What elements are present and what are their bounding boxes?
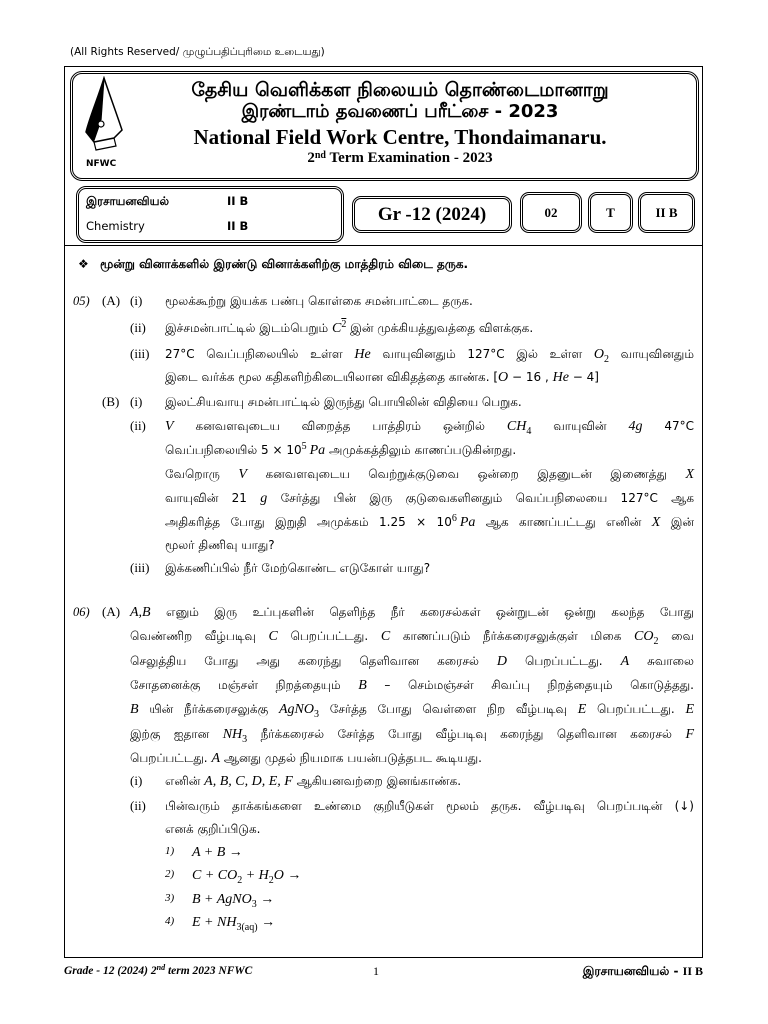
subscript: 2 — [653, 635, 659, 647]
rights-notice: (All Rights Reserved/ முழுப்பதிப்புரிமை உடையது) — [70, 46, 325, 58]
math-symbol: CO — [634, 629, 654, 644]
question-number: 05) — [73, 294, 90, 308]
text-run: சேர்த்து பின் இரு குடுவைகளினதும் வெப்பநிலையை 127°C ஆக — [267, 491, 695, 505]
text-run: வெப்பநிலையில் 5 × 10 — [165, 443, 302, 457]
subpart-label: (ii) — [130, 320, 146, 335]
math-symbol: C — [268, 629, 278, 644]
subpart-label: (i) — [130, 394, 143, 409]
question-text — [165, 558, 694, 578]
question-line — [0, 416, 768, 436]
math-symbol: C — [380, 629, 391, 644]
math-symbol: 4g — [628, 419, 643, 434]
part-label: (A) — [102, 604, 121, 619]
text-run: காணப்படும் நீர்க்கரைசலுக்குள் மிகை — [390, 629, 635, 643]
question-text — [165, 367, 694, 388]
equation-line — [0, 911, 768, 931]
text-run: [ — [493, 370, 499, 384]
question-text — [165, 440, 694, 461]
text-run: இக்கணிப்பில் நீர் மேற்கொண்ட எடுகோள் யாது? — [165, 561, 431, 575]
math-symbol: B — [130, 702, 139, 717]
footer-ordinal-suffix: nd — [156, 963, 166, 973]
question-text — [165, 535, 694, 555]
math-symbol: V — [165, 419, 174, 434]
text-run: பின்வரும் தாக்கங்களை உண்மை குறியீடுகள் மூலம் தருக. வீழ்படிவு பெறப்படின் (↓) — [165, 799, 694, 813]
math-symbol: C + CO — [192, 868, 238, 883]
question-line — [0, 651, 768, 671]
question-line — [0, 675, 768, 695]
text-run: மூலக்கூற்று இயக்க பண்பு கொள்கை சமன்பாட்டை தருக. — [165, 294, 473, 308]
math-symbol: A,B — [130, 605, 151, 620]
text-run: இன் — [660, 515, 695, 529]
question-line — [0, 626, 768, 646]
part-label: (A) — [102, 293, 121, 308]
question-line — [0, 796, 768, 816]
subpart-label: (i) — [130, 293, 143, 308]
exam-title-tamil: இரண்டாம் தவணைப் பரீட்சை - 2023 — [241, 101, 559, 122]
equation-number: 3) — [165, 892, 175, 904]
question-text — [130, 626, 694, 647]
question-line — [0, 699, 768, 719]
math-symbol: A — [211, 751, 220, 766]
math-symbol: B — [358, 678, 367, 693]
math-symbol: O → — [273, 868, 302, 883]
nib-hole — [98, 121, 104, 127]
text-run: இன் முக்கியத்துவத்தை விளக்குக. — [346, 321, 534, 335]
text-run: வெண்ணிற வீழ்படிவு — [130, 629, 269, 643]
equation — [192, 911, 275, 933]
subject-name-english: Chemistry — [86, 219, 145, 233]
text-run: 27°C வெப்பநிலையில் உள்ள — [165, 347, 355, 361]
question-line — [0, 819, 768, 839]
logo-label: NFWC — [86, 159, 117, 169]
subpart-label: (ii) — [130, 798, 146, 813]
question-line — [0, 771, 768, 791]
math-symbol: O — [593, 347, 604, 362]
subscript: 2 — [268, 874, 274, 886]
exam-title-english — [120, 148, 680, 168]
text-run: பெறப்பட்டது. — [277, 629, 381, 643]
text-run: நீர்க்கரைசல் சேர்த்த போது வீழ்படிவு கரைந்து தெளிவான கரைசல் — [247, 727, 686, 741]
text-run: கனவளவுடைய விறைத்த பாத்திரம் ஒன்றில் — [173, 419, 507, 433]
text-run: சுவாலை — [629, 654, 694, 668]
subscript: 2 — [603, 353, 609, 365]
math-symbol: E — [577, 702, 587, 717]
question-text — [165, 819, 694, 839]
text-run: ஆக காணப்பட்டது எனின் — [475, 515, 652, 529]
footer-grade-info — [64, 962, 252, 980]
question-text — [130, 748, 694, 769]
text-run: எனக் குறிப்பிடுக. — [165, 822, 261, 836]
text-run: வை — [658, 629, 694, 643]
subpart-label: (iii) — [130, 346, 150, 361]
math-symbol: E + NH — [192, 915, 237, 930]
footer-term-text: term 2023 NFWC — [165, 965, 253, 977]
exam-title-rest: Term Examination - 2023 — [325, 150, 493, 166]
question-text — [165, 344, 694, 365]
text-run: அமுக்கத்திலும் காணப்படுகின்றது. — [325, 443, 517, 457]
question-line — [0, 440, 768, 460]
text-run: அதிகரித்த போது இறுதி அமுக்கம் 1.25 × 10 — [165, 515, 452, 529]
math-symbol: X — [651, 515, 661, 530]
equation-number: 1) — [165, 845, 175, 857]
question-line — [0, 602, 768, 622]
question-text — [165, 464, 694, 485]
text-run: இச்சமன்பாட்டில் இடம்பெறும் — [165, 321, 332, 335]
institution-title-english: National Field Work Centre, Thondaimanaru. — [193, 125, 607, 149]
text-run: ஆனது முதல் நியமாக பயன்படுத்தபட கூடியது. — [220, 751, 482, 765]
equation — [192, 864, 301, 886]
paper-box: II B — [638, 192, 695, 233]
part-label: (B) — [102, 394, 120, 409]
text-run: இலட்சியவாயு சமன்பாட்டில் இருந்து பொயிலின் விதியை பெறுக. — [165, 395, 522, 409]
superscript: 2 — [341, 319, 347, 330]
question-line — [0, 392, 768, 412]
equation-line — [0, 888, 768, 908]
subscript: 4 — [526, 425, 532, 437]
math-symbol: He — [552, 370, 569, 385]
math-symbol: + H — [242, 868, 269, 883]
subject-paper-english: II B — [227, 219, 249, 233]
instruction-text: மூன்று வினாக்களில் இரண்டு வினாக்களிற்கு மாத்திரம் விடை தருக. — [100, 257, 469, 271]
question-text — [130, 651, 694, 672]
question-text — [130, 675, 694, 696]
text-run: யின் நீர்க்கரைசலுக்கு — [138, 702, 279, 716]
text-run: மூலர் திணிவு யாது? — [165, 538, 275, 552]
footer-subject-tamil: இரசாயனவியல் - — [582, 964, 683, 978]
subscript: 3 — [242, 733, 248, 745]
subscript: 3(aq) — [236, 921, 258, 933]
subject-name-tamil: இரசாயனவியல் — [86, 194, 170, 208]
text-run: பெறப்பட்டது. — [507, 654, 621, 668]
subpart-label: (iii) — [130, 560, 150, 575]
exam-type-box: T — [588, 192, 633, 233]
text-run: வாயுவினதும் — [608, 347, 694, 361]
question-line — [0, 558, 768, 578]
question-number: 06) — [73, 605, 90, 619]
question-text — [165, 771, 694, 792]
question-line — [0, 344, 768, 364]
question-line — [0, 291, 768, 311]
subject-paper-tamil: II B — [227, 194, 249, 208]
question-text — [165, 416, 694, 437]
text-run: பெறப்பட்டது. — [130, 751, 212, 765]
text-run: வேறொரு — [165, 467, 239, 481]
question-line — [0, 724, 768, 744]
footer-paper: II B — [682, 964, 703, 978]
question-line — [0, 748, 768, 768]
math-symbol: g — [260, 491, 268, 506]
math-symbol: C — [331, 321, 342, 336]
question-text — [165, 392, 694, 412]
equation-line — [0, 864, 768, 884]
text-run: செலுத்திய போது அது கரைந்து தெளிவான கரைசல் — [130, 654, 497, 668]
subject-code-box: 02 — [520, 192, 582, 233]
text-run: சேர்த்த போது வெள்ளை நிற வீழ்படிவு — [318, 702, 578, 716]
math-symbol: X — [685, 467, 694, 482]
question-line — [0, 488, 768, 508]
question-text — [165, 291, 694, 311]
question-text — [165, 796, 694, 816]
subpart-label: (i) — [130, 773, 143, 788]
text-run: வாயுவினதும் 127°C இல் உள்ள — [370, 347, 594, 361]
math-symbol: D — [496, 654, 508, 669]
question-text — [165, 318, 694, 339]
text-run: இடை வர்க்க மூல கதிகளிற்கிடையிலான விகிதத்தை காண்க. — [165, 370, 494, 384]
question-text — [165, 512, 694, 533]
text-run: வாயுவின் 21 — [165, 491, 261, 505]
subpart-label: (ii) — [130, 418, 146, 433]
text-run: எனும் இரு உப்புகளின் தெளிந்த நீர் கரைசல்கள் ஒன்றுடன் ஒன்று கலந்த போது — [150, 605, 694, 619]
math-symbol: F — [685, 727, 695, 742]
question-text — [165, 488, 694, 509]
equation-line — [0, 841, 768, 861]
text-run: ஆகியனவற்றை இனங்காண்க. — [292, 774, 462, 788]
text-run: கனவளவுடைய வெற்றுக்குடுவை ஒன்றை இதனுடன் இணைத்து — [246, 467, 686, 481]
question-line — [0, 535, 768, 555]
math-symbol: CH — [506, 419, 527, 434]
bullet-icon: ❖ — [78, 257, 89, 271]
math-symbol: V — [238, 467, 247, 482]
math-symbol: O — [498, 370, 509, 385]
question-text — [130, 699, 694, 720]
question-line — [0, 318, 768, 338]
text-run: எனின் — [165, 774, 205, 788]
footer-subject — [583, 962, 703, 980]
text-run: இற்கு ஐதான — [130, 727, 223, 741]
math-symbol: Pa — [309, 443, 326, 458]
exam-ordinal: 2 — [307, 150, 315, 166]
math-symbol: → — [256, 892, 275, 907]
superscript: 5 — [301, 441, 307, 452]
subscript: 2 — [237, 874, 243, 886]
instruction-line — [0, 254, 768, 274]
text-run: – செம்மஞ்சள் சிவப்பு நிறத்தையும் கொடுத்தது. — [366, 678, 694, 692]
text-run: பெறப்பட்டது. — [586, 702, 686, 716]
math-symbol: A + B → — [192, 845, 243, 860]
equation — [192, 888, 274, 910]
equation-number: 2) — [165, 868, 175, 880]
math-symbol: B + AgNO — [192, 892, 252, 907]
math-symbol: A, B, C, D, E, F — [204, 774, 293, 789]
question-line — [0, 464, 768, 484]
footer-grade-text: Grade - 12 (2024) 2 — [64, 965, 157, 977]
equation — [192, 841, 243, 863]
text-run: 47°C — [642, 419, 694, 433]
math-symbol: AgNO — [278, 702, 314, 717]
math-symbol: → — [257, 915, 276, 930]
header-divider — [64, 245, 703, 246]
equation-number: 4) — [165, 915, 175, 927]
question-text — [130, 724, 694, 745]
math-symbol: A — [620, 654, 630, 669]
math-symbol: NH — [222, 727, 243, 742]
question-line — [0, 512, 768, 532]
math-symbol: Pa — [459, 515, 476, 530]
text-run: − 4] — [568, 370, 599, 384]
grade-box: Gr -12 (2024) — [352, 196, 512, 233]
superscript: 6 — [451, 513, 457, 524]
math-symbol: He — [354, 347, 371, 362]
math-symbol: E — [685, 702, 694, 717]
subscript: 3 — [251, 898, 257, 910]
question-line — [0, 367, 768, 387]
text-run: சோதனைக்கு மஞ்சள் நிறத்தையும் — [130, 678, 359, 692]
institution-title-tamil: தேசிய வெளிக்கள நிலையம் தொண்டைமானாறு — [191, 79, 609, 101]
subscript: 3 — [313, 708, 319, 720]
page-number: 1 — [373, 964, 379, 978]
text-run: − 16 , — [508, 370, 553, 384]
question-text — [130, 602, 694, 623]
exam-ordinal-suffix: nd — [314, 150, 326, 161]
text-run: வாயுவின் — [531, 419, 629, 433]
